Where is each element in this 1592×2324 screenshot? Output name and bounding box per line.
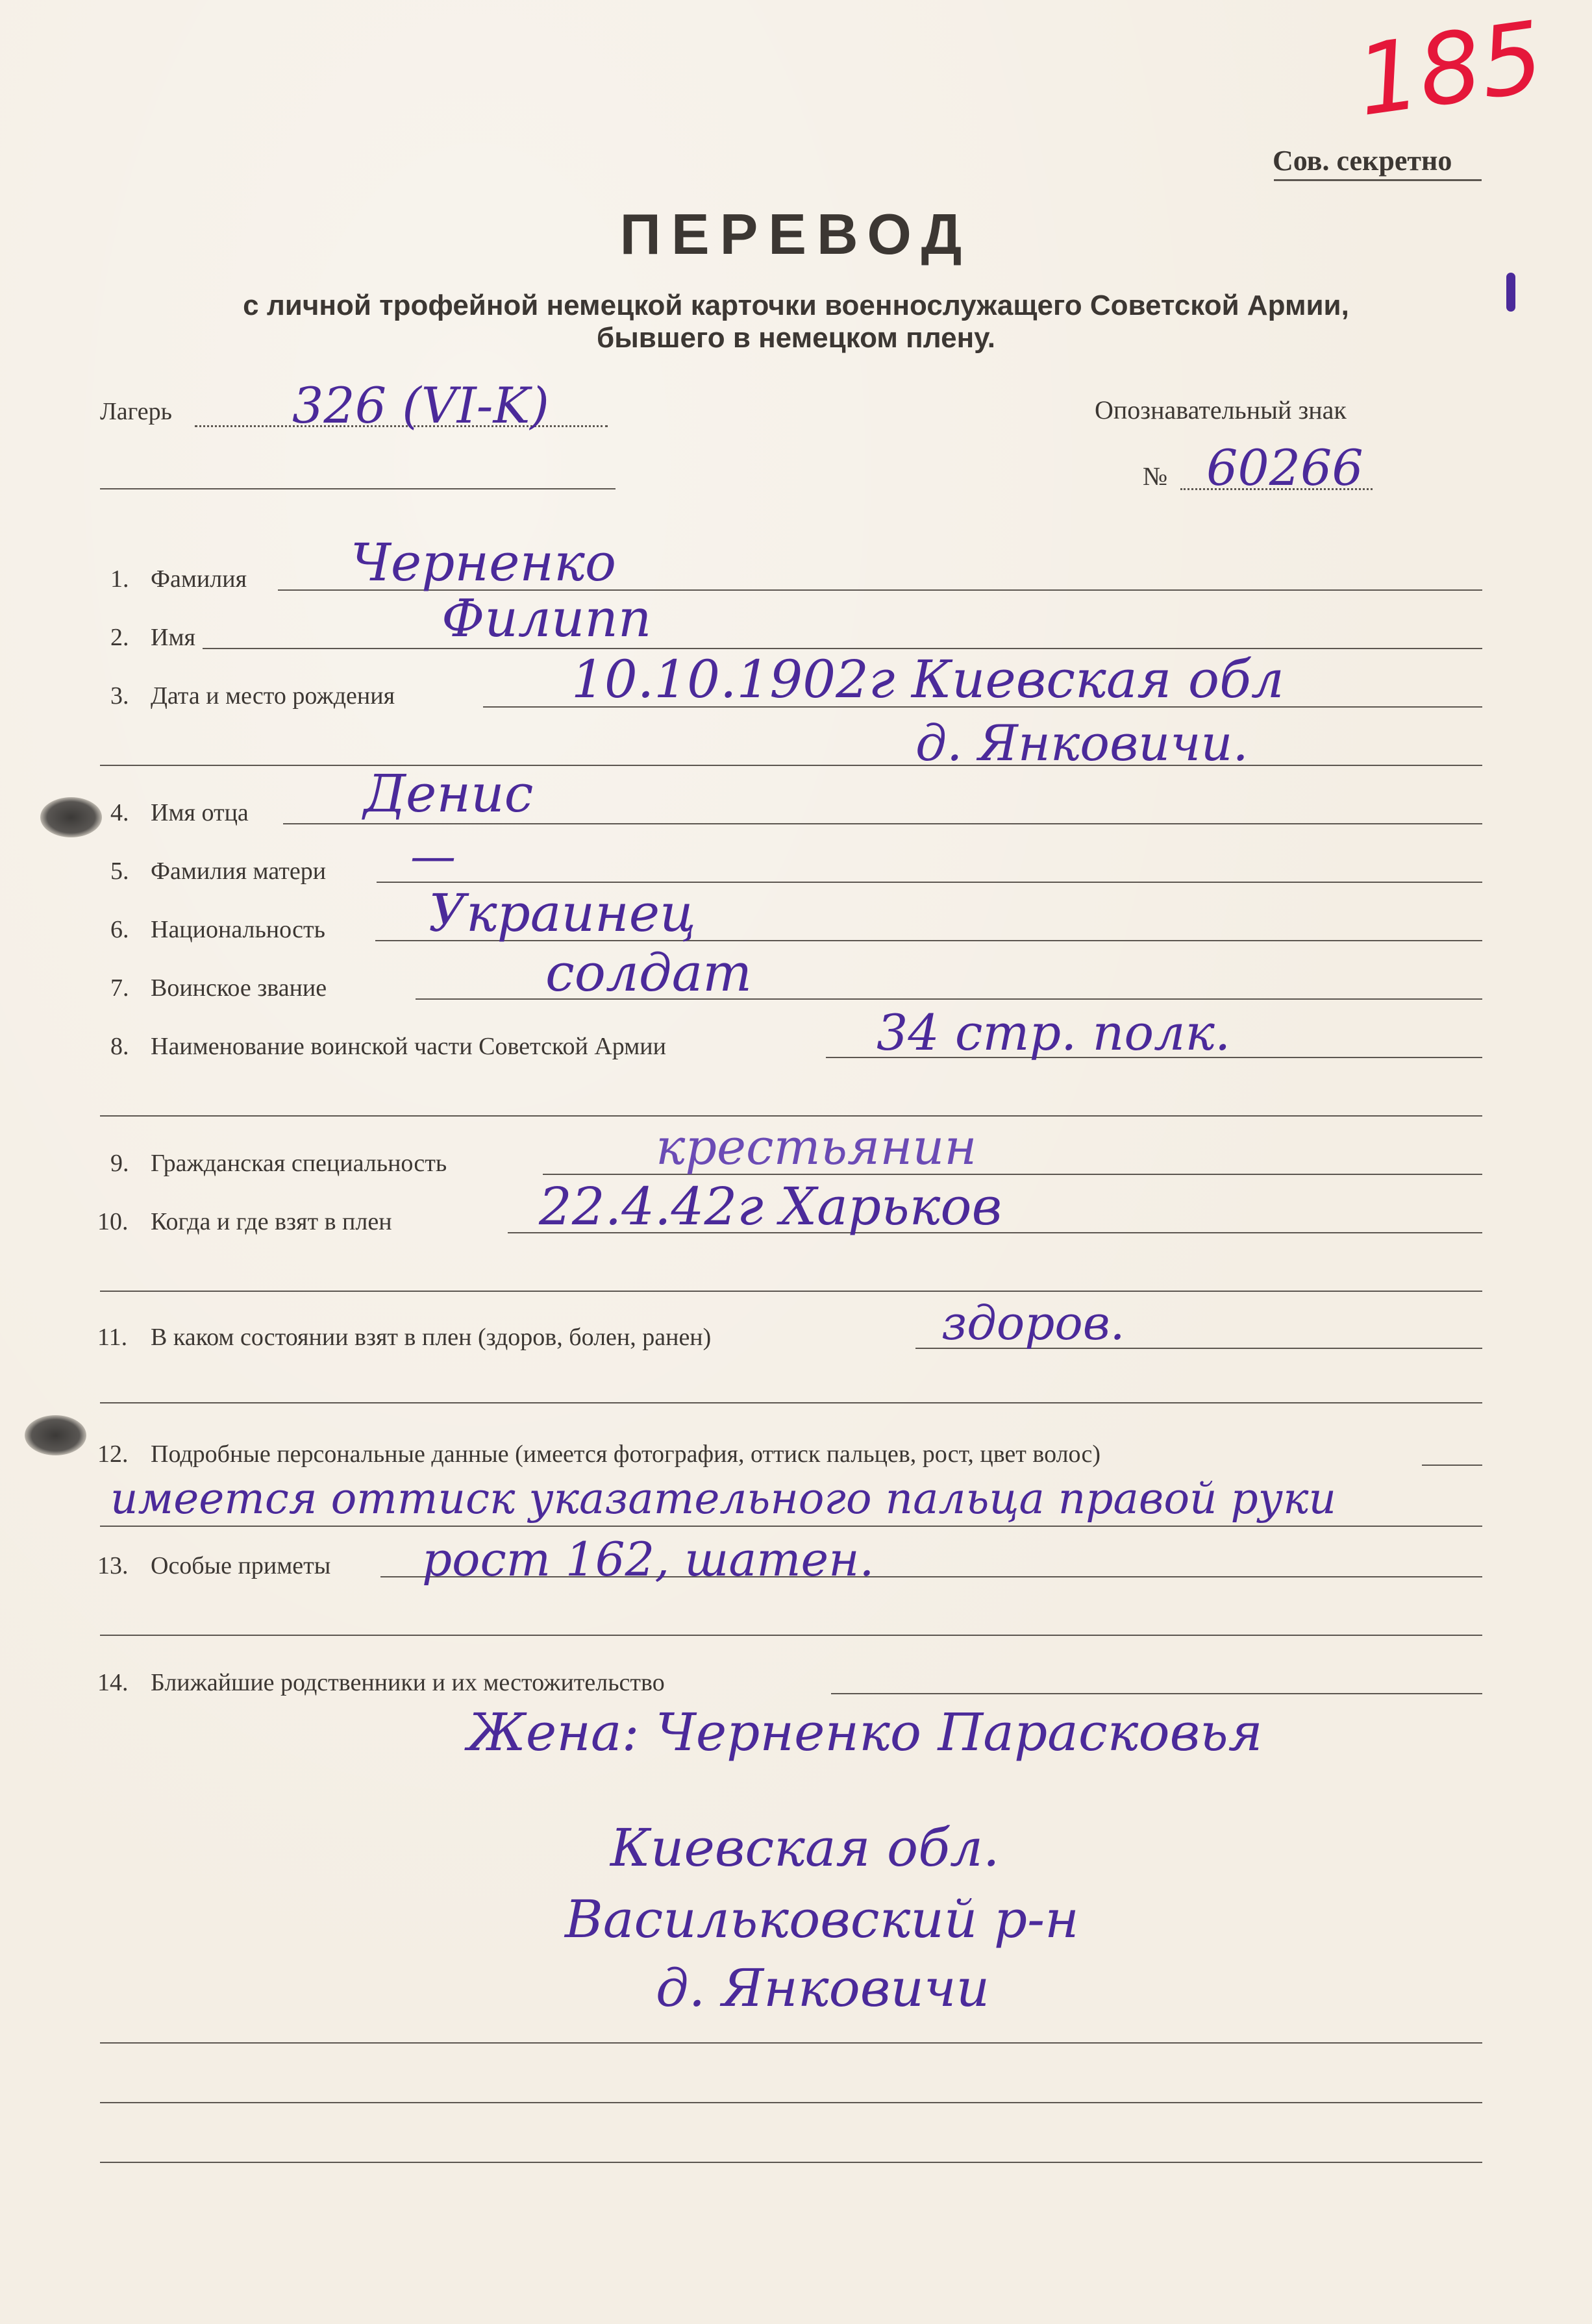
relative-address-line-1: Киевская обл.: [610, 1818, 1000, 1878]
field-5-label: Фамилия матери: [151, 858, 327, 885]
field-2-value: Филипп: [442, 588, 652, 649]
field-11-value: здоров.: [941, 1296, 1125, 1350]
field-10-cont-line: [100, 1291, 1482, 1292]
field-2-label: Имя: [151, 624, 195, 651]
field-13-cont-line: [100, 1635, 1482, 1636]
id-mark-label: Опознавательный знак: [1095, 395, 1347, 425]
field-4-label: Имя отца: [151, 799, 249, 826]
field-5-value: —: [410, 830, 456, 883]
field-13-number: 13.: [97, 1552, 129, 1579]
camp-label: Лагерь: [100, 398, 172, 425]
field-2-number: 2.: [110, 624, 129, 651]
field-7-value: солдат: [545, 943, 752, 1003]
field-6-label: Национальность: [151, 916, 325, 943]
field-12-number: 12.: [97, 1440, 129, 1468]
field-8-value: 34 стр. полк.: [877, 1004, 1231, 1061]
field-12-label: Подробные персональные данные (имеется фотография, оттиск пальцев, рост, цвет волос): [151, 1440, 1101, 1468]
field-3-label: Дата и место рождения: [151, 682, 395, 710]
classification-underline: [1274, 179, 1482, 181]
field-7-number: 7.: [110, 974, 129, 1002]
field-9-number: 9.: [110, 1150, 129, 1177]
relative-address-line-2: Васильковский р-н: [565, 1889, 1079, 1949]
camp-second-line: [100, 488, 616, 489]
document-title: ПЕРЕВОД: [619, 202, 973, 266]
field-14-value: Жена: Черненко Парасковья: [467, 1702, 1263, 1762]
field-3-value-cont: д. Янковичи.: [915, 714, 1249, 772]
field-8-label: Наименование воинской части Советской Армии: [151, 1033, 666, 1060]
sheet-number: 185: [1350, 0, 1550, 139]
field-14-number: 14.: [97, 1669, 129, 1696]
field-14-label: Ближайшие родственники и их местожительство: [151, 1669, 665, 1696]
field-12-line: [1422, 1465, 1482, 1466]
field-11-label: В каком состоянии взят в плен (здоров, болен, ранен): [151, 1324, 712, 1351]
field-12-value: имеется оттиск указательного пальца правой руки: [110, 1474, 1336, 1524]
field-13-label: Особые приметы: [151, 1552, 331, 1579]
relative-address-line-3: д. Янковичи: [656, 1958, 990, 2018]
field-1-value: Черненко: [351, 532, 617, 593]
field-9-label: Гражданская специальность: [151, 1150, 447, 1177]
blank-line-1: [100, 2042, 1482, 2044]
field-6-number: 6.: [110, 916, 129, 943]
field-4-value: Денис: [364, 763, 534, 824]
field-11-cont-line: [100, 1402, 1482, 1403]
field-10-number: 10.: [97, 1208, 129, 1235]
field-11-number: 11.: [97, 1324, 128, 1351]
field-1-label: Фамилия: [151, 565, 247, 593]
camp-value: 326 (VI-K): [292, 377, 549, 434]
field-9-value: крестьянин: [656, 1118, 977, 1176]
field-10-value: 22.4.42г Харьков: [539, 1176, 1002, 1237]
field-12-cont-line: [100, 1526, 1482, 1527]
field-5-number: 5.: [110, 858, 129, 885]
field-7-label: Воинское звание: [151, 974, 327, 1002]
blank-line-3: [100, 2162, 1482, 2163]
document-subtitle-1: с личной трофейной немецкой карточки военнослужащего Советской Армии,: [243, 290, 1349, 321]
binder-hole-bottom: [25, 1415, 86, 1455]
id-mark-value: 60266: [1206, 439, 1363, 497]
field-6-value: Украинец: [429, 883, 696, 943]
blank-line-2: [100, 2102, 1482, 2103]
field-13-value: рост 162, шатен.: [422, 1532, 875, 1587]
field-3-number: 3.: [110, 682, 129, 710]
field-10-label: Когда и где взят в плен: [151, 1208, 392, 1235]
id-mark-number-prefix: №: [1143, 462, 1168, 491]
field-4-number: 4.: [110, 799, 129, 826]
classification-label: Сов. секретно: [1273, 145, 1452, 177]
document-subtitle-2: бывшего в немецком плену.: [597, 322, 995, 354]
field-14-line: [831, 1693, 1482, 1694]
field-3-value: 10.10.1902г Киевская обл: [571, 649, 1284, 710]
field-8-number: 8.: [110, 1033, 129, 1060]
field-8-cont-line: [100, 1115, 1482, 1117]
binder-hole-top: [40, 797, 102, 837]
field-3-cont-line: [100, 765, 1482, 766]
field-1-number: 1.: [110, 565, 129, 593]
